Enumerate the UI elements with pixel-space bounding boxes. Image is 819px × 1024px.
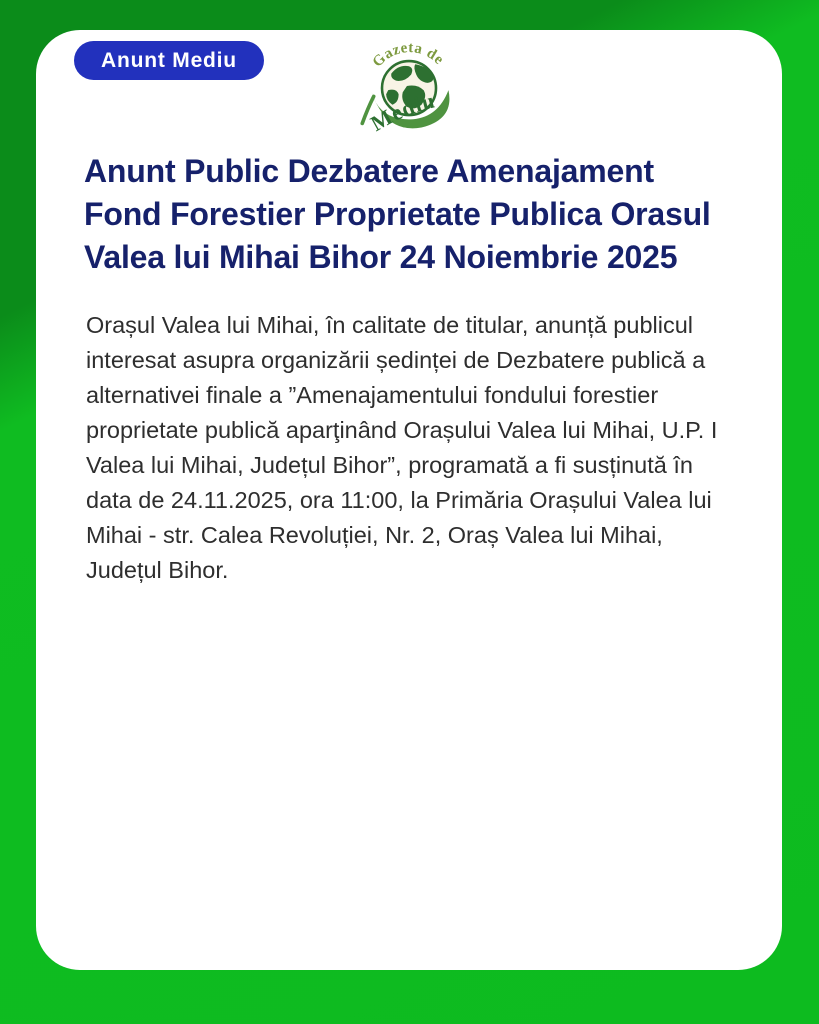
- logo-top-text: Gazeta de: [369, 40, 447, 71]
- announcement-card: [36, 30, 782, 970]
- announcement-body: Orașul Valea lui Mihai, în calitate de titular, anunță publicul interesat asupra organizării ședinței de Dezbatere publică a alternativei finale a ”Amenajamentului fondului forestier proprietate publică aparţinând Orașului Valea lui Mihai, U.P. I Valea lui Mihai, Județul Bihor”, programată a fi susținută în data de 24.11.2025, ora 11:00, la Primăria Orașului Valea lui Mihai - str. Calea Revoluției, Nr. 2, Oraș Valea lui Mihai, Județul Bihor.: [86, 312, 718, 583]
- card-header: [36, 30, 782, 140]
- title-line-3: Valea lui Mihai Bihor 24 Noiembrie 2025: [84, 239, 678, 275]
- category-badge[interactable]: [74, 41, 264, 80]
- title-line-2: Fond Forestier Proprietate Publica Orasul: [84, 196, 711, 232]
- gazeta-de-mediu-logo: [356, 32, 462, 140]
- announcement-title: [84, 150, 734, 279]
- category-badge-label: Anunt Mediu: [101, 49, 237, 72]
- title-line-1: Anunt Public Dezbatere Amenajament: [84, 153, 654, 189]
- logo-bottom-text: Mediu: [366, 88, 438, 136]
